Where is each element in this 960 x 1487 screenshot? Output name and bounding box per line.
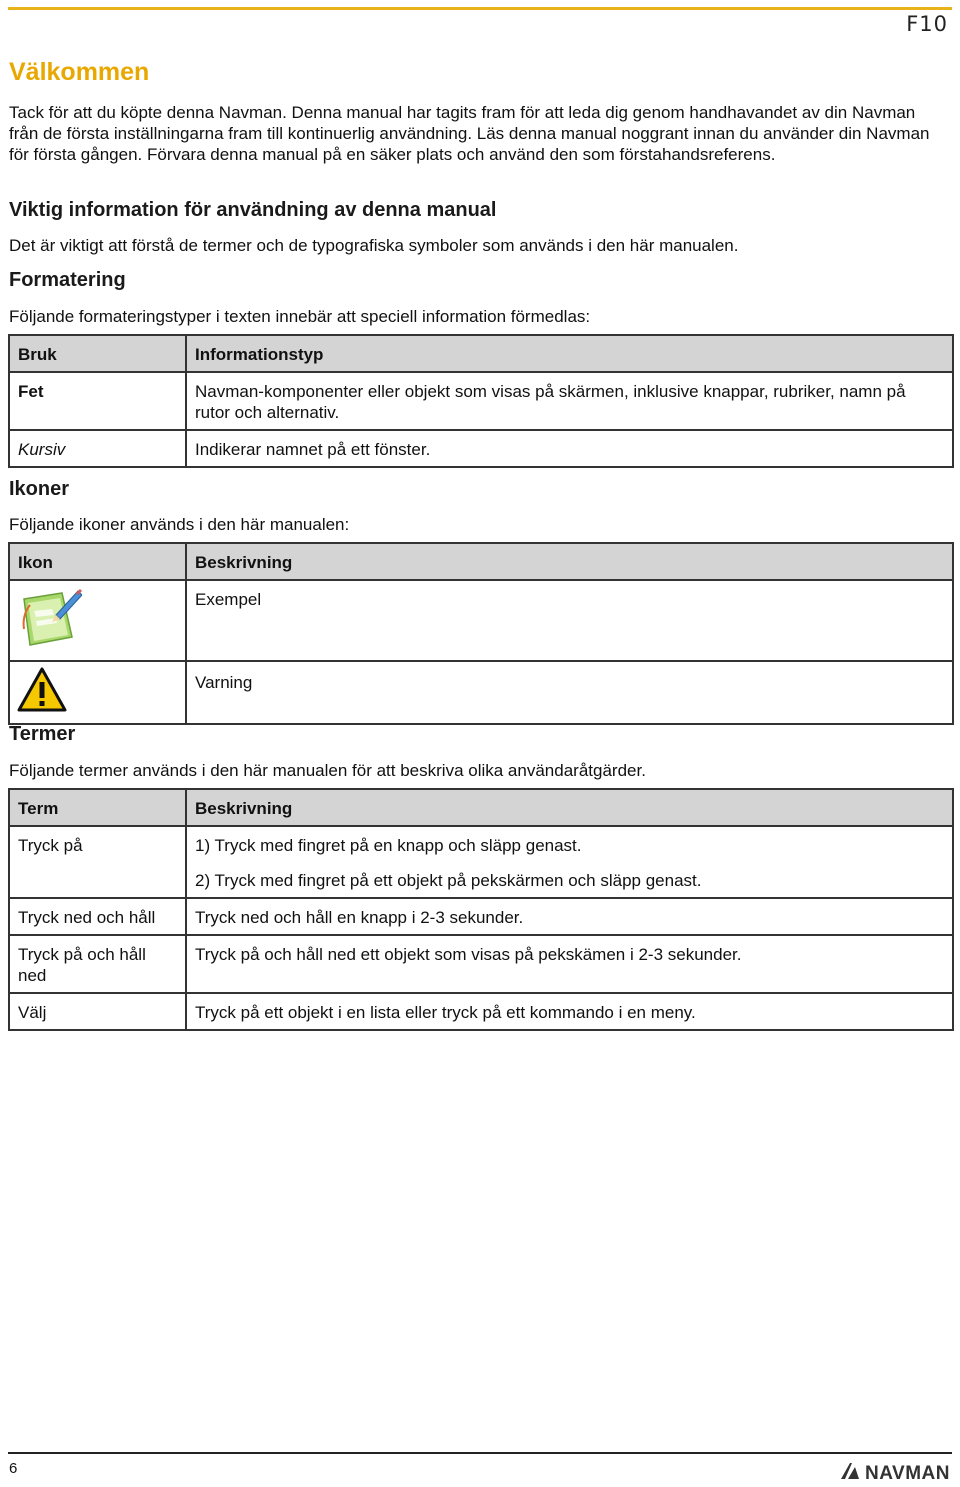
important-text: Det är viktigt att förstå de termer och de typografiska symboler som används i den här manualen.	[9, 236, 739, 255]
icons-text: Följande ikoner används i den här manualen:	[9, 515, 350, 534]
important-heading: Viktig information för användning av denna manual	[9, 199, 497, 221]
model-label: F10	[906, 12, 948, 36]
table-row	[9, 898, 953, 935]
description-cell: Indikerar namnet på ett fönster.	[186, 430, 953, 467]
note-pencil-icon	[16, 636, 82, 655]
table-header-row	[9, 543, 953, 580]
top-rule	[8, 7, 952, 10]
table-row	[9, 430, 953, 467]
description-cell: Tryck på ett objekt i en lista eller tryck på ett kommando i en meny.	[186, 993, 953, 1030]
table-row	[9, 826, 953, 862]
formatting-table	[8, 334, 954, 468]
term-cell: Tryck ned och håll	[9, 898, 186, 935]
description-cell: Varning	[186, 661, 953, 724]
terms-text: Följande termer används i den här manualen för att beskriva olika användaråtgärder.	[9, 761, 646, 780]
terms-table	[8, 788, 954, 1031]
navman-logo-icon	[839, 1462, 861, 1485]
icons-heading: Ikoner	[9, 478, 70, 500]
table-header-row	[9, 335, 953, 372]
term-cell: Kursiv	[9, 430, 186, 467]
description-cell: Navman-komponenter eller objekt som visas på skärmen, inklusive knappar, rubriker, namn på rutor och alternativ.	[186, 372, 953, 430]
term-cell: Fet	[9, 372, 186, 430]
terms-heading: Termer	[9, 723, 76, 745]
formatting-text: Följande formateringstyper i texten innebär att speciell information förmedlas:	[9, 307, 591, 326]
description-cell: 1) Tryck med fingret på en knapp och släpp genast.	[186, 826, 953, 862]
column-header: Beskrivning	[186, 543, 953, 580]
page-number: 6	[9, 1460, 18, 1477]
description-cell: Exempel	[186, 580, 953, 661]
term-cell: Välj	[9, 993, 186, 1030]
description-cell: 2) Tryck med fingret på ett objekt på pekskärmen och släpp genast.	[186, 862, 953, 898]
brand-name: NAVMAN	[865, 1462, 950, 1484]
column-header: Term	[9, 789, 186, 826]
table-row	[9, 580, 953, 661]
footer-rule	[8, 1452, 952, 1454]
table-header-row	[9, 789, 953, 826]
formatting-heading: Formatering	[9, 269, 126, 291]
table-row	[9, 372, 953, 430]
column-header: Ikon	[9, 543, 186, 580]
icons-table	[8, 542, 954, 725]
table-row	[9, 935, 953, 993]
intro-paragraph: Tack för att du köpte denna Navman. Denna manual har tagits fram för att leda dig genom handhavandet av din Navman från de första inställningarna fram till kontinuerlig användning. Läs denna manual noggrant innan du använder din Navman för första gången. Förvara denna manual på en säker plats och använd den som förstahandsreferens.	[9, 103, 930, 164]
brand-logo	[839, 1462, 950, 1485]
description-cell: Tryck ned och håll en knapp i 2-3 sekunder.	[186, 898, 953, 935]
table-row	[9, 661, 953, 724]
warning-triangle-icon	[16, 699, 68, 718]
description-cell: Tryck på och håll ned ett objekt som visas på pekskämen i 2-3 sekunder.	[186, 935, 953, 993]
column-header: Bruk	[9, 335, 186, 372]
page-title: Välkommen	[9, 58, 150, 86]
column-header: Informationstyp	[186, 335, 953, 372]
table-row	[9, 993, 953, 1030]
term-cell: Tryck på	[9, 826, 186, 898]
icon-cell	[9, 661, 186, 724]
term-cell: Tryck på och håll ned	[9, 935, 186, 993]
column-header: Beskrivning	[186, 789, 953, 826]
icon-cell	[9, 580, 186, 661]
